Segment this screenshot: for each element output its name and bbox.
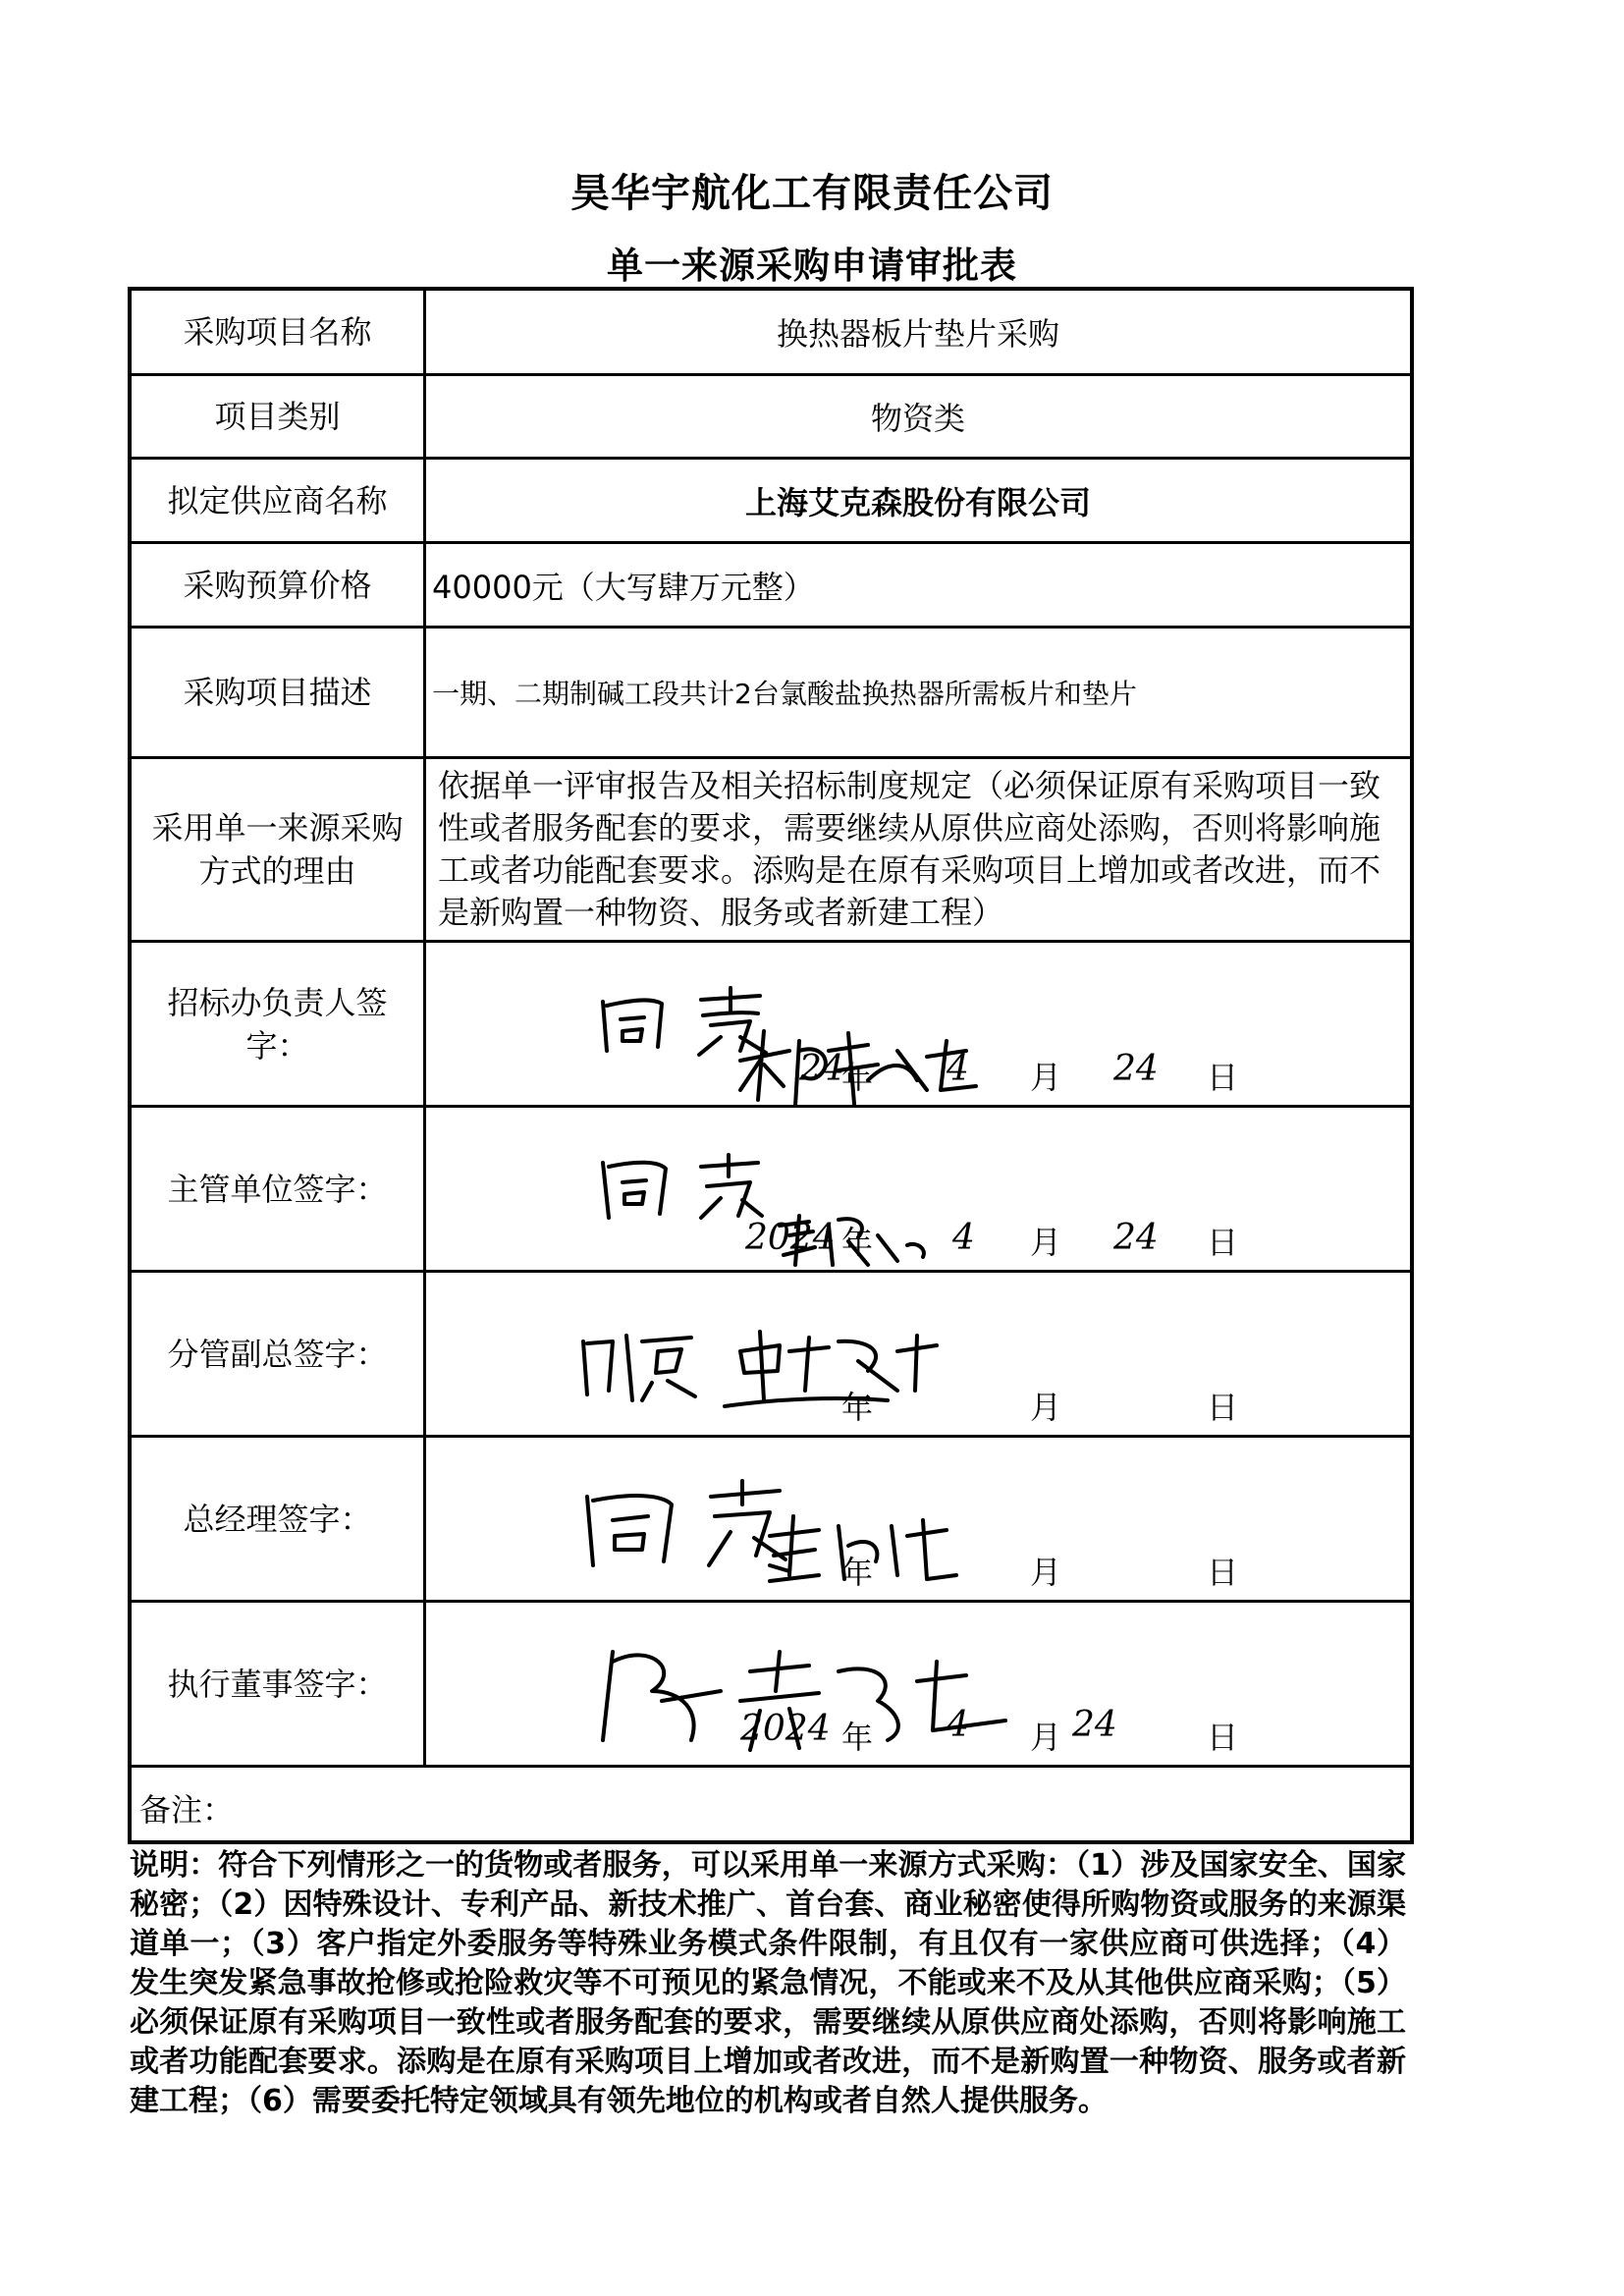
handwritten-year: 2024: [740, 1709, 831, 1749]
form-title: 单一来源采购申请审批表: [607, 245, 1017, 287]
supplier-label: 拟定供应商名称: [132, 460, 426, 541]
deputy-gm-label: 分管副总签字：: [132, 1273, 426, 1435]
handwritten-year: 24: [799, 1049, 844, 1089]
row-signature-bidding-office: [132, 943, 1410, 1108]
handwritten-month: 4: [947, 1705, 969, 1745]
row-signature-general-manager: [132, 1438, 1410, 1603]
row-project-name: [132, 291, 1410, 376]
handwritten-day: 24: [1072, 1705, 1117, 1745]
project-name-value: 换热器板片垫片采购: [776, 315, 1059, 353]
reason-label: 采用单一来源采购 方式的理由: [132, 759, 426, 940]
row-budget: [132, 544, 1410, 629]
date-year-unit: 年: [841, 1224, 874, 1261]
handwritten-signature: [760, 1506, 996, 1595]
date-year-unit: 年: [841, 1389, 874, 1426]
handwritten-year: 2024: [745, 1218, 836, 1258]
supplier-value: 上海艾克森股份有限公司: [744, 483, 1091, 521]
row-supplier: [132, 460, 1410, 544]
date-year-unit: 年: [841, 1719, 874, 1756]
date-year-unit: 年: [841, 1554, 874, 1591]
row-description: [132, 629, 1410, 759]
date-month-unit: 月: [1030, 1224, 1062, 1261]
budget-label: 采购预算价格: [132, 544, 426, 626]
row-project-category: [132, 376, 1410, 460]
approval-form-table: [128, 287, 1414, 1844]
description-value: 一期、二期制碱工段共计2台氯酸盐换热器所需板片和垫片: [432, 678, 1137, 710]
executive-director-label: 执行董事签字：: [132, 1603, 426, 1765]
handwritten-approval-mark: [573, 1322, 721, 1410]
remarks-label: 备注：: [139, 1791, 235, 1829]
date-day-unit: 日: [1207, 1554, 1239, 1591]
handwritten-month: 4: [947, 1049, 969, 1089]
date-day-unit: 日: [1207, 1059, 1239, 1096]
date-day-unit: 日: [1207, 1719, 1239, 1756]
date-day-unit: 日: [1207, 1389, 1239, 1426]
date-month-unit: 月: [1030, 1719, 1062, 1756]
row-signature-supervising-unit: [132, 1108, 1410, 1273]
handwritten-day: 24: [1113, 1218, 1159, 1258]
description-label: 采购项目描述: [132, 629, 426, 756]
date-year-unit: 年: [841, 1059, 874, 1096]
bidding-office-label: 招标办负责人签 字：: [132, 943, 426, 1105]
reason-value: [426, 759, 1410, 940]
handwritten-month: 4: [952, 1218, 975, 1258]
date-day-unit: 日: [1207, 1224, 1239, 1261]
handwritten-signature: [721, 1322, 956, 1420]
explanatory-note: 说明：符合下列情形之一的货物或者服务，可以采用单一来源方式采购：（1）涉及国家安全、国家秘密；（2）因特殊设计、专利产品、新技术推广、首台套、商业秘密使得所购物资或服务的来源渠道单一；（3）客户指定外委服务等特殊业务模式条件限制，有且仅有一家供应商可供选择；（4）发生突发紧急事故抢修或抢险救灾等不可预见的紧急情况，不能或来不及从其他供应商采购；（5）必须保证原有采购项目一致性或者服务配套的要求，需要继续从原供应商处添购，否则将影响施工或者功能配套要求。添购是在原有采购项目上增加或者改进，而不是新购置一种物资、服务或者新建工程；（6）需要委托特定领域具有领先地位的机构或者自然人提供服务。: [130, 1848, 1406, 2118]
handwritten-day: 24: [1113, 1049, 1159, 1089]
budget-value: 40000元（大写肆万元整）: [432, 568, 815, 606]
project-category-label: 项目类别: [132, 376, 426, 457]
project-name-label: 采购项目名称: [132, 291, 426, 373]
row-reason: [132, 759, 1410, 943]
general-manager-label: 总经理签字：: [132, 1438, 426, 1600]
date-month-unit: 月: [1030, 1059, 1062, 1096]
date-month-unit: 月: [1030, 1554, 1062, 1591]
row-signature-deputy-gm: [132, 1273, 1410, 1438]
supervising-unit-label: 主管单位签字：: [132, 1108, 426, 1270]
row-signature-executive-director: [132, 1603, 1410, 1768]
date-month-unit: 月: [1030, 1389, 1062, 1426]
project-category-value: 物资类: [870, 400, 965, 437]
reason-text: 依据单一评审报告及相关招标制度规定（必须保证原有采购项目一致性或者服务配套的要求，需要继续从原供应商处添购，否则将影响施工或者功能配套要求。添购是在原有采购项目上增加或者改进，而不是新购置一种物资、服务或者新建工程）: [438, 767, 1381, 931]
row-remarks: [132, 1768, 1410, 1844]
company-name: 昊华宇航化工有限责任公司: [570, 171, 1054, 216]
